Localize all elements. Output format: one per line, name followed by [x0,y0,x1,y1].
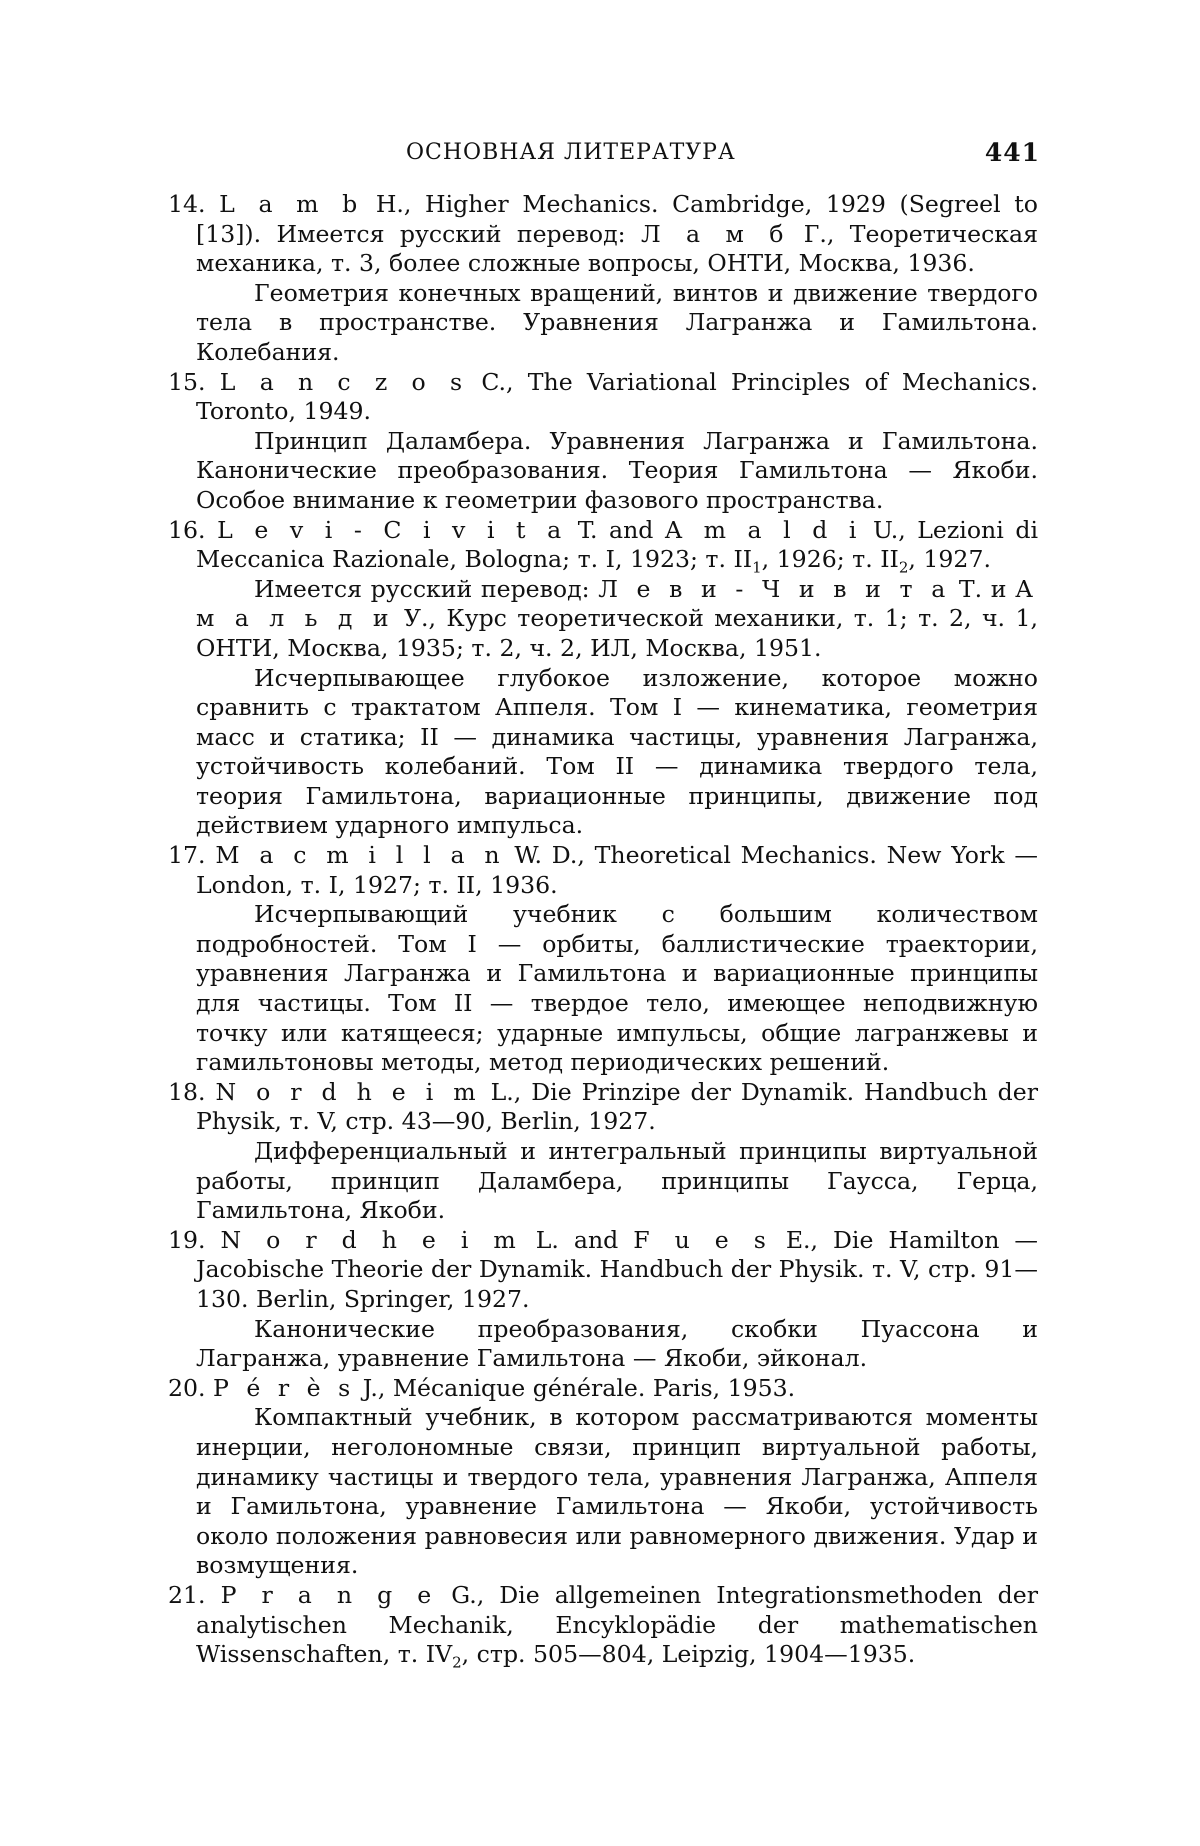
entry-reference-translation: Г., Теоретическая механика, т. 3, более сложные вопросы, ОНТИ, Москва, 1936. [196,219,1038,278]
translation-reference: У., Курс теоретической механики, т. 1; т. 2, ч. 1, ОНТИ, Москва, 1935; т. 2, ч. 2, ИЛ, Москва, 1951. [196,604,1038,662]
bibliography-entry-16 [168,516,1038,842]
translation-lead: Имеется русский перевод: [254,574,599,603]
entry-citation [168,368,1038,427]
entry-number: 16. [168,515,206,544]
entry-citation [168,1078,1038,1137]
bibliography-entry-19 [168,1226,1038,1374]
entry-reference: C., The Variational Principles of Mechanics. Toronto, 1949. [196,367,1038,426]
entry-author: P é r è s [213,1373,356,1402]
entry-annotation: Геометрия конечных вращений, винтов и движение твердого тела в пространстве. Уравнения Лагранжа и Гамильтона. Колебания. [196,278,1038,366]
entry-citation [168,1581,1038,1670]
bibliography-entry-17 [168,841,1038,1078]
entry-citation [168,841,1038,900]
entry-conjunction: L. and [520,1225,634,1254]
entry-author: L e v i - C i v i t a [217,515,567,544]
entry-author: L a m b [219,190,363,218]
bibliography-entry-21 [168,1581,1038,1670]
entry-reference: E., Die Hamilton — Jacobische Theorie der Dynamik. Handbuch der Physik. т. V, стр. 91—130. Berlin, Springer, 1927. [196,1225,1038,1313]
entry-author: N o r d h e i m [215,1077,481,1106]
entry-annotation: Исчерпывающее глубокое изложение, которое можно сравнить с трактатом Аппеля. Том I — кинематика, геометрия масс и статика; II — динамика частицы, уравнения Лагранжа, устойчивость колебаний. Том II — динамика твердого тела, теория Гамильтона, вариационные принципы, движение под действием ударного импульса. [196,663,1038,840]
entry-number: 20. [168,1373,206,1402]
volume-subscript: 2 [898,558,909,577]
entry-reference: G., Die allgemeinen Integrationsmethoden der analytischen Mechanik, Encyklopädie der mathematischen Wissenschaften, т. IV [196,1580,1039,1669]
bibliography-entry-18 [168,1078,1038,1226]
entry-reference: H., Higher Mechanics. Cambridge, 1929 (Segreel to [13]). Имеется русский перевод: [196,190,1038,248]
entry-reference: U., Lezioni di Meccanica Razionale, Bologna; т. I, 1923; т. II [196,515,1039,574]
entry-citation [168,1374,1038,1404]
entry-reference-part: , стр. 505—804, Leipzig, 1904—1935. [461,1640,916,1669]
bibliography-entry-14 [168,190,1038,368]
entry-coauthor: F u e s [633,1225,771,1254]
running-head-title: ОСНОВНАЯ ЛИТЕРАТУРА [406,140,736,165]
entry-translator: Л е в и - Ч и в и т а [598,574,951,603]
bibliography-entry-15 [168,368,1038,516]
translation-conjunction: Т. и [950,574,1016,603]
entry-number: 19. [168,1225,206,1254]
entry-citation [168,516,1038,575]
entry-annotation: Принцип Даламбера. Уравнения Лагранжа и Гамильтона. Канонические преобразования. Теория Гамильтона — Якоби. Особое внимание к геометрии фазового пространства. [196,426,1038,514]
entry-annotation: Канонические преобразования, скобки Пуассона и Лагранжа, уравнение Гамильтона — Якоби, эйконал. [196,1314,1038,1373]
entry-number: 18. [168,1077,206,1106]
entry-reference-part: , 1926; т. II [761,545,899,574]
entry-reference-part: , 1927. [908,545,991,574]
entry-number: 21. [168,1580,206,1609]
entry-reference: W. D., Theoretical Mechanics. New York — London, т. I, 1927; т. II, 1936. [196,841,1038,899]
page-number: 441 [984,138,1040,167]
running-head [190,138,1040,172]
volume-subscript: 2 [452,1653,462,1672]
bibliography-list [168,190,1038,1670]
entry-reference: J., Mécanique générale. Paris, 1953. [355,1373,796,1402]
entry-translator: Л а м б [640,219,789,248]
entry-citation [168,1226,1038,1315]
entry-author: M a c m i l l a n [215,841,505,870]
entry-translation-note [168,575,1038,664]
entry-annotation: Исчерпывающий учебник с большим количеством подробностей. Том I — орбиты, баллистические траектории, уравнения Лагранжа и Гамильтона и вариационные принципы для частицы. Том II — твердое тело, имеющее неподвижную точку или катящееся; ударные импульсы, общие лагранжевы и гамильтоновы методы, метод периодических решений. [196,900,1038,1077]
bibliography-entry-20 [168,1374,1038,1581]
entry-author: N o r d h e i m [220,1225,521,1254]
entry-author: L a n c z o s [219,367,468,396]
entry-translator: А м а л ь д и [196,574,1038,633]
entry-coauthor: A m a l d i [664,515,862,544]
entry-number: 14. [168,190,206,218]
volume-subscript: 1 [752,558,762,577]
entry-number: 15. [168,367,206,396]
entry-citation [168,190,1038,279]
entry-annotation: Компактный учебник, в котором рассматриваются моменты инерции, неголономные связи, принцип виртуальной работы, динамику частицы и твердого тела, уравнения Лагранжа, Аппеля и Гамильтона, уравнение Гамильтона — Якоби, устойчивость около положения равновесия или равномерного движения. Удар и возмущения. [196,1403,1038,1580]
entry-reference: L., Die Prinzipe der Dynamik. Handbuch der Physik, т. V, стр. 43—90, Berlin, 1927. [196,1077,1039,1136]
entry-number: 17. [168,841,206,870]
entry-author: P r a n g e [220,1580,437,1609]
entry-annotation: Дифференциальный и интегральный принципы виртуальной работы, принцип Даламбера, принципы Гаусса, Герца, Гамильтона, Якоби. [196,1137,1038,1225]
entry-conjunction: T. and [566,515,665,544]
